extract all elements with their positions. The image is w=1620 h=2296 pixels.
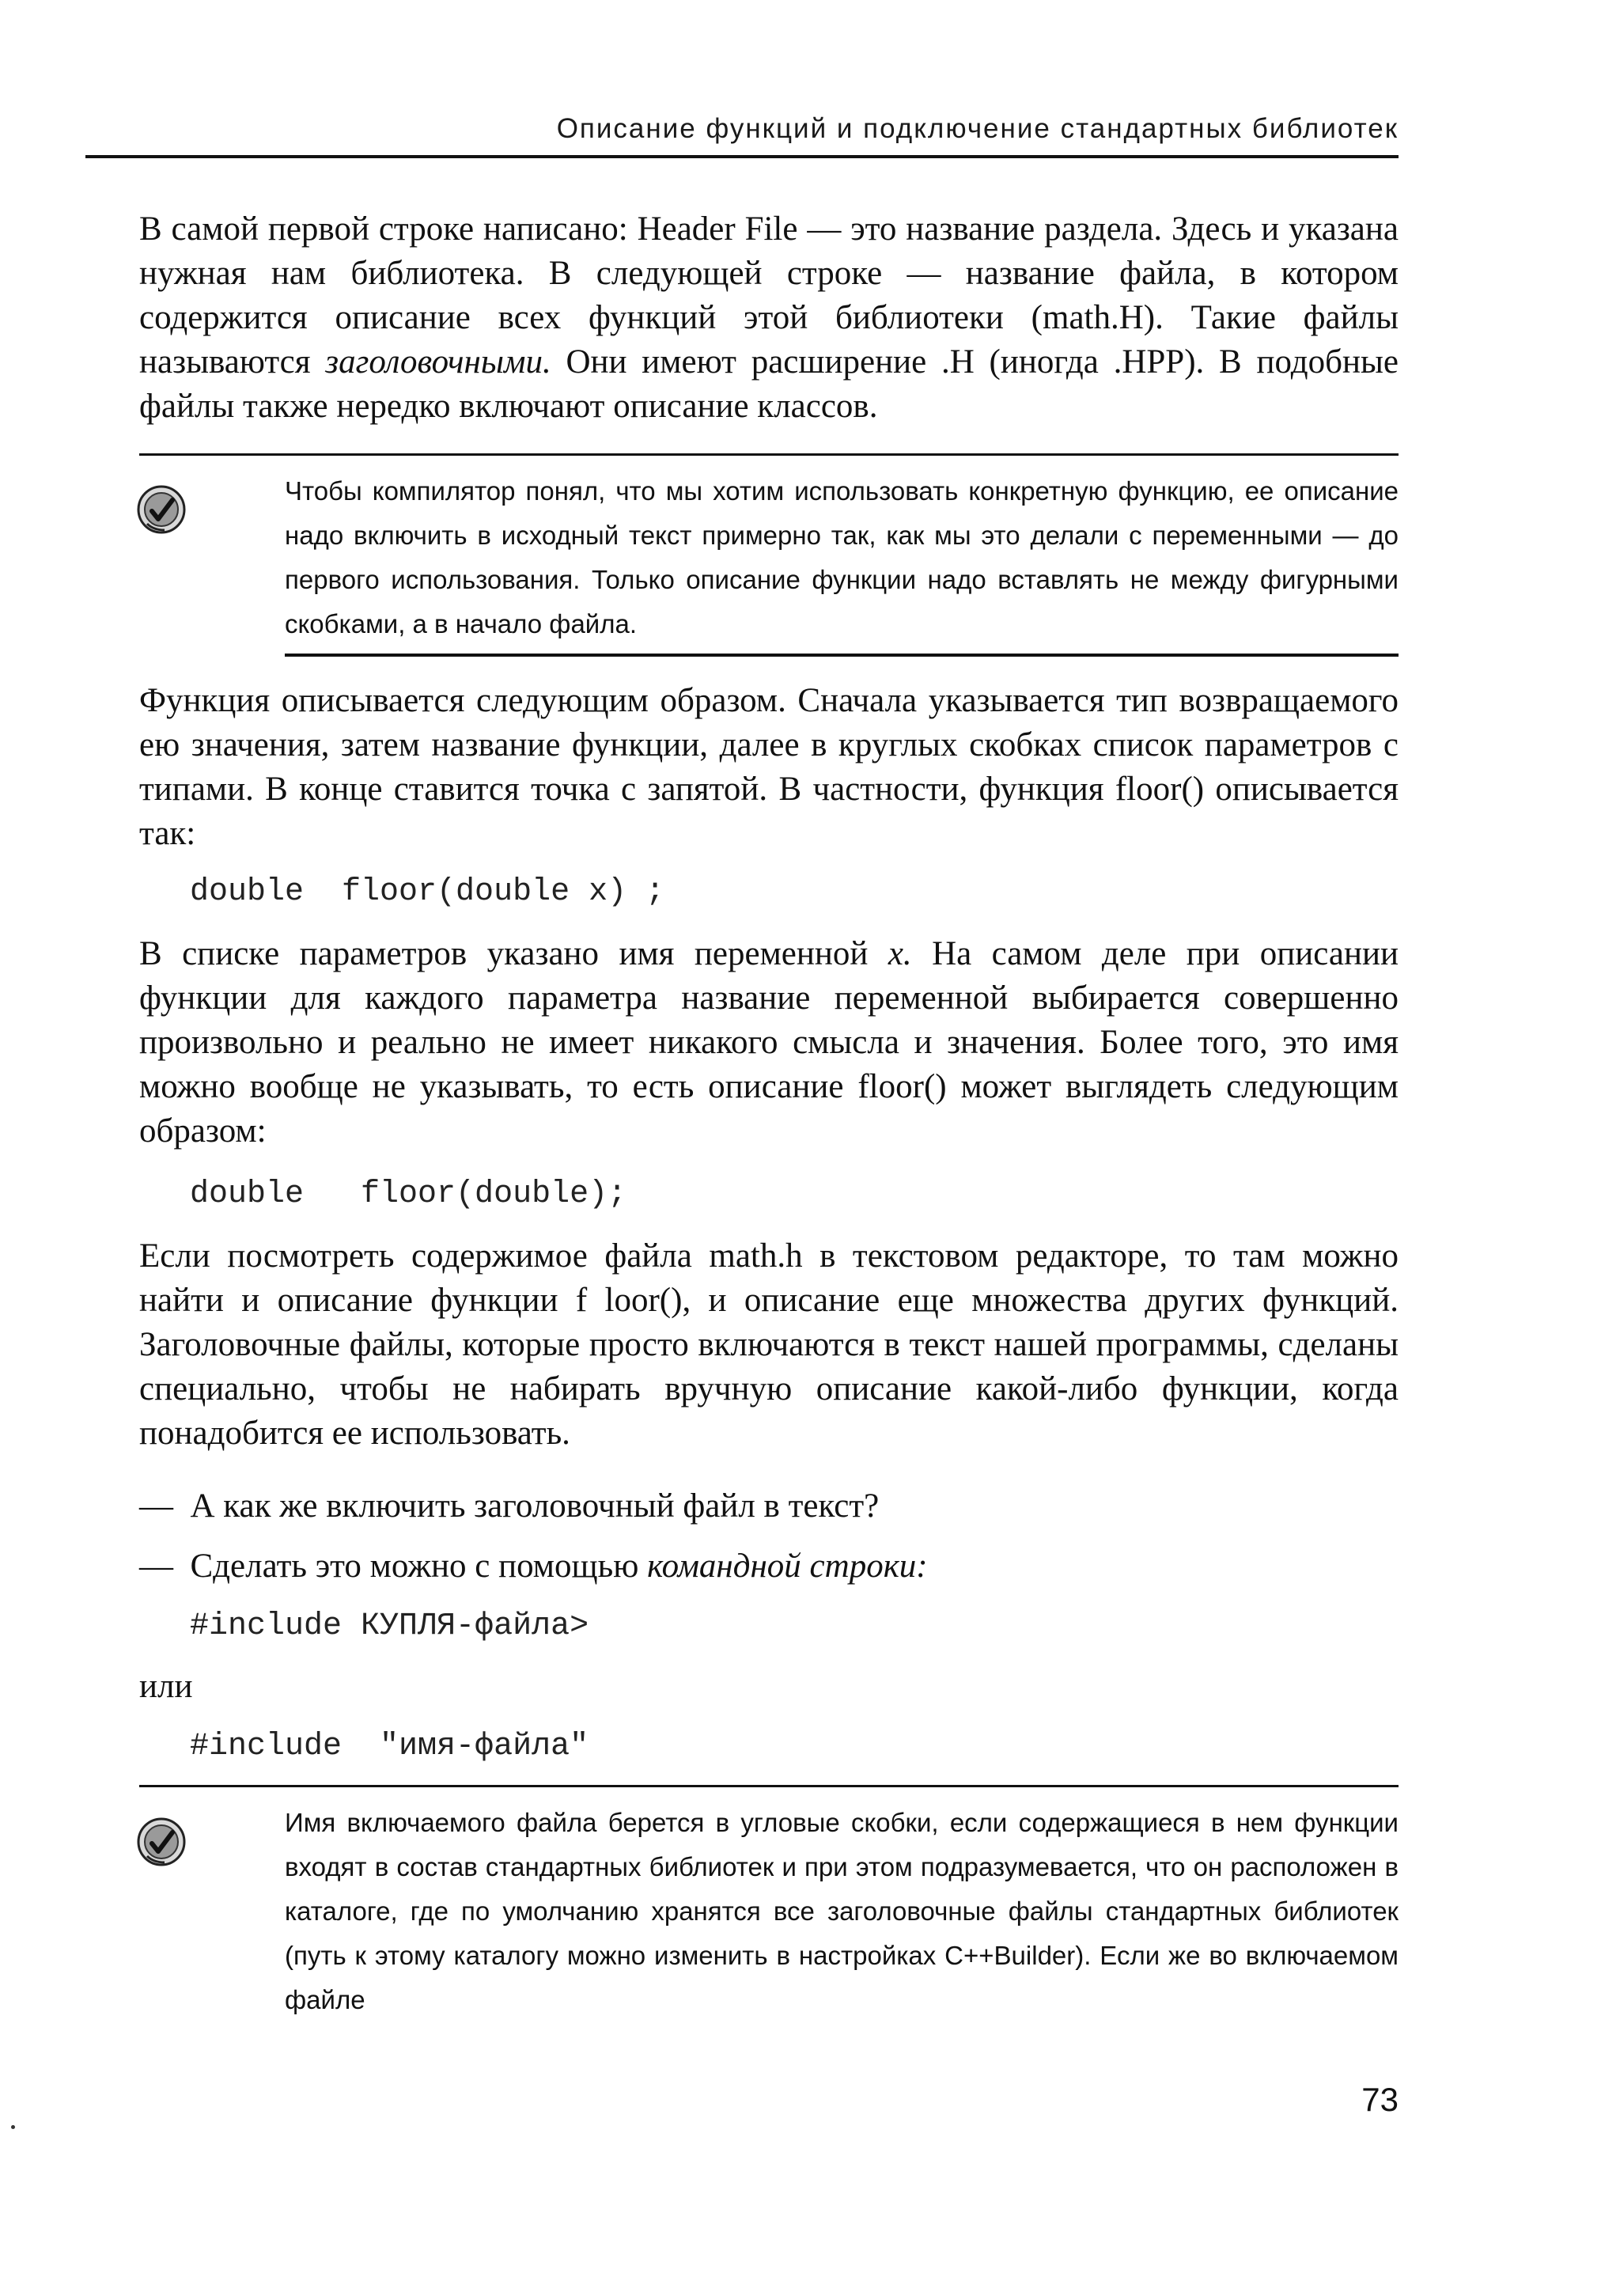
stray-dot [11, 2125, 15, 2129]
code-include-quotes: #include "имя-файла" [190, 1729, 589, 1764]
note-include-brackets: Имя включаемого файла берется в угловые скобки, если содержащиеся в нем функции входят в состав стандартных библиотек и при этом подразумевается, что он расположен в каталоге, где по умолчанию хранятся все заголовочные файлы стандартных библиотек (путь к этому каталогу можно изменить в настройках C++Builder). Если же во включаемом файле [285, 1808, 1399, 2014]
page-number: 73 [1361, 2081, 1399, 2118]
note-top-rule [139, 453, 1399, 456]
header-rule [85, 155, 1399, 158]
code-floor-short-declaration: double floor(double); [190, 1176, 627, 1212]
note2-top-rule [139, 1785, 1399, 1787]
paragraph-header-file: В самой первой строке написано: Header File — это название раздела. Здесь и указана нужная нам библиотека. В следующей строке — название файла, в котором содержится описание всех функций этой библиотеки (math.H). Такие файлы называются заголовочными. Они имеют расширение .H (иногда .HPP). В подобные файлы также нередко включают описание классов. [139, 210, 1399, 425]
note-hand-icon [136, 484, 187, 535]
code-floor-declaration: double floor(double x) ; [190, 874, 665, 910]
code-include-angle: #include КУПЛЯ-файла> [190, 1608, 589, 1644]
note-compiler: Чтобы компилятор понял, что мы хотим использовать конкретную функцию, ее описание надо включить в исходный текст примерно так, как мы это делали с переменными — до первого использования. Только описание функции надо вставлять не между фигурными скобками, а в начало файла. [285, 476, 1399, 638]
note-bottom-rule [285, 654, 1399, 657]
note-hand-icon [136, 1817, 187, 1867]
running-header: Описание функций и подключение стандартных библиотек [556, 113, 1399, 144]
dialog-question: — А как же включить заголовочный файл в текст? [139, 1487, 880, 1525]
paragraph-function-description: Функция описывается следующим образом. Сначала указывается тип возвращаемого ею значения, затем название функции, далее в круглых скобках список параметров с типами. В конце ставится точка с запятой. В частности, функция floor() описывается так: [139, 682, 1399, 852]
paragraph-math-h: Если посмотреть содержимое файла math.h в текстовом редакторе, то там можно найти и описание функции f loor(), и описание еще множества других функций. Заголовочные файлы, которые просто включаются в текст нашей программы, сделаны специально, чтобы не набирать вручную описание какой-либо функции, когда понадобится ее использовать. [139, 1237, 1399, 1452]
dialog-answer: — Сделать это можно с помощью командной строки: [139, 1548, 928, 1585]
or-word: или [139, 1668, 193, 1705]
paragraph-parameter-list: В списке параметров указано имя переменной x. На самом деле при описании функции для каждого параметра название переменной выбирается совершенно произвольно и реально не имеет никакого смысла и значения. Более того, это имя можно вообще не указывать, то есть описание floor() может выглядеть следующим образом: [139, 935, 1399, 1150]
